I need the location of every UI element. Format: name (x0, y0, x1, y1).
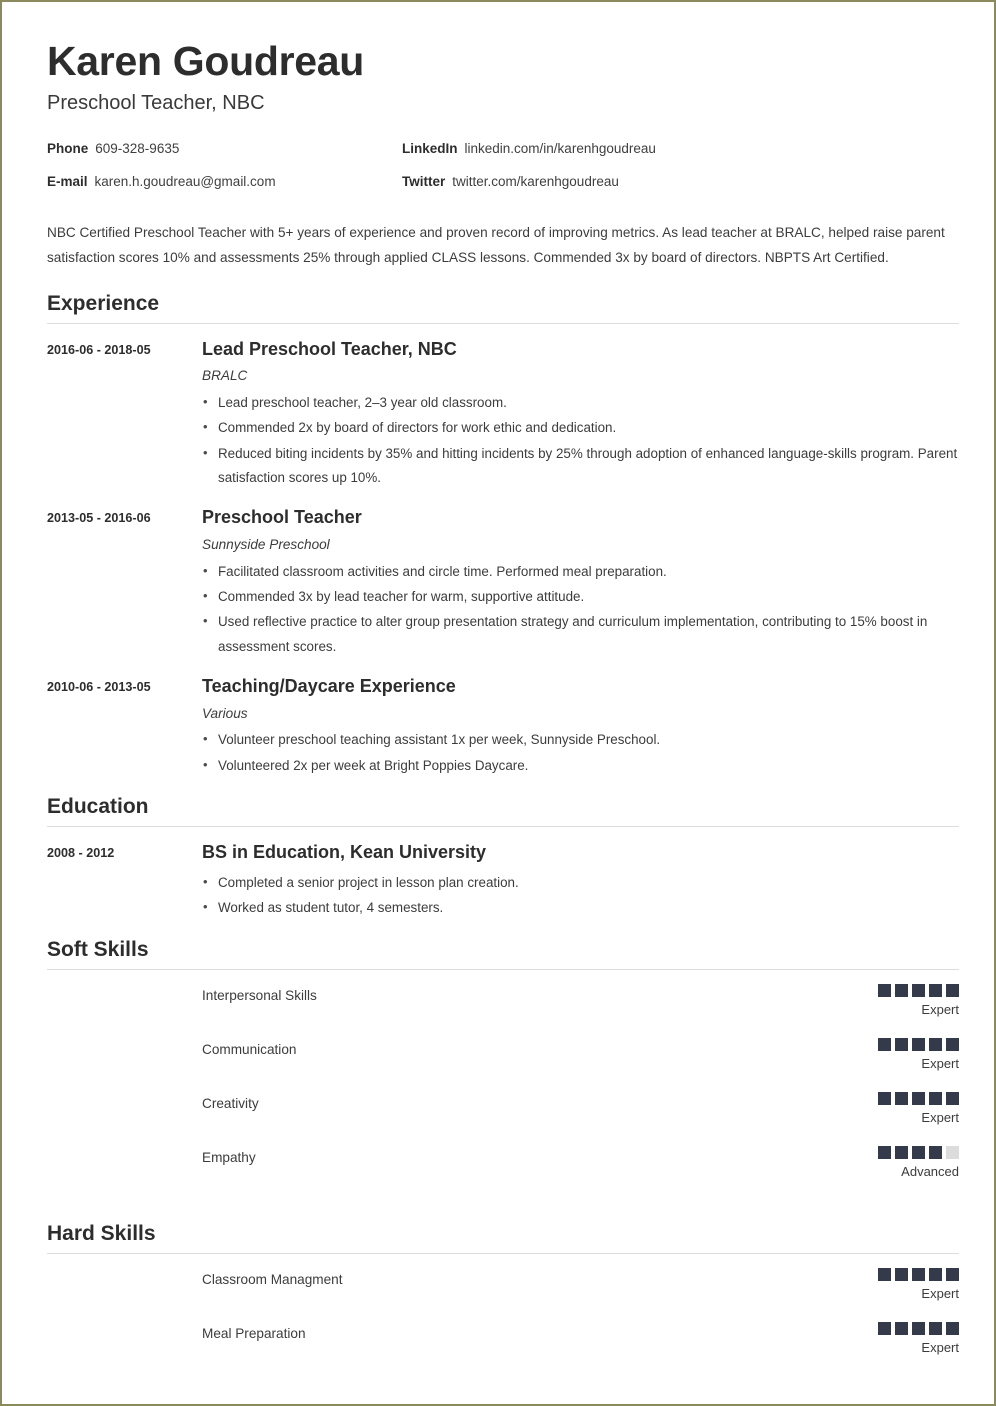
education-list (47, 841, 959, 921)
bullet-item: • Commended 3x by lead teacher for warm, supportive attitude. (202, 585, 959, 609)
skill-square-filled (929, 1322, 942, 1335)
experience-entry-dates: 2016-06 - 2018-05 (47, 342, 151, 357)
resume-page-inner (2, 2, 994, 1404)
experience-entry-bullets (202, 391, 959, 491)
contact-phone-value: 609-328-9635 (95, 140, 180, 156)
skill-square-filled (895, 1146, 908, 1159)
section-rule-experience (47, 323, 959, 324)
section-heading-hard-skills: Hard Skills (47, 1221, 156, 1245)
section-rule-hard-skills (47, 1253, 959, 1254)
experience-entry-title: Lead Preschool Teacher, NBC (202, 338, 457, 359)
skill-square-filled (946, 1092, 959, 1105)
contact-phone (47, 141, 402, 157)
candidate-job-title: Preschool Teacher, NBC (47, 91, 265, 114)
contact-twitter (402, 174, 959, 190)
education-entry-title: BS in Education, Kean University (202, 842, 487, 863)
skill-square-filled (895, 1038, 908, 1051)
education-entry-bullets (202, 871, 959, 921)
skill-square-filled (895, 984, 908, 997)
skill-square-filled (929, 984, 942, 997)
experience-entry-organization: Sunnyside Preschool (202, 536, 330, 552)
skill-level-squares (839, 1268, 959, 1281)
section-rule-education (47, 826, 959, 827)
skill-square-filled (946, 1268, 959, 1281)
skill-rating (839, 1322, 959, 1356)
skill-rating (839, 1146, 959, 1180)
section-heading-soft-skills: Soft Skills (47, 937, 149, 961)
skill-square-filled (895, 1268, 908, 1281)
skill-rating (839, 1092, 959, 1126)
contact-phone-label: Phone (47, 140, 89, 156)
hard-skills-list (47, 1268, 959, 1372)
skill-rating (839, 984, 959, 1018)
contact-linkedin-value[interactable]: linkedin.com/in/karenhgoudreau (464, 140, 656, 156)
section-heading-education: Education (47, 795, 149, 819)
skill-square-filled (878, 1268, 891, 1281)
contact-email-value[interactable]: karen.h.goudreau@gmail.com (94, 174, 276, 190)
bullet-item: • Reduced biting incidents by 35% and hitting incidents by 25% through adoption of enhanced language-skills program. Parent satisfaction scores up 10%. (202, 442, 959, 491)
skill-row (47, 1268, 959, 1318)
skill-square-filled (912, 1092, 925, 1105)
experience-entry-dates: 2013-05 - 2016-06 (47, 511, 151, 526)
education-entry-dates: 2008 - 2012 (47, 846, 115, 861)
experience-entry (47, 506, 959, 660)
skill-row (47, 1146, 959, 1196)
bullet-item: • Completed a senior project in lesson plan creation. (202, 871, 959, 895)
experience-entry-title: Preschool Teacher (202, 507, 362, 528)
skills-spacer (47, 1200, 959, 1207)
skill-square-filled (912, 1038, 925, 1051)
skill-row (47, 1038, 959, 1088)
skill-row (47, 1322, 959, 1372)
experience-entry-bullets (202, 560, 959, 660)
skill-level-squares (839, 1322, 959, 1335)
skill-level-label: Expert (921, 1055, 959, 1071)
skill-square-filled (912, 1268, 925, 1281)
skill-square-filled (895, 1092, 908, 1105)
skill-square-filled (878, 1322, 891, 1335)
skill-square-filled (929, 1268, 942, 1281)
resume-content (47, 39, 959, 1372)
experience-list (47, 338, 959, 779)
skill-square-filled (912, 1146, 925, 1159)
skill-rating (839, 1268, 959, 1302)
section-heading-experience: Experience (47, 291, 160, 315)
contact-linkedin (402, 141, 959, 157)
skill-square-filled (878, 1038, 891, 1051)
skill-square-filled (946, 1322, 959, 1335)
skill-square-filled (878, 1146, 891, 1159)
skill-square-filled (912, 1322, 925, 1335)
contact-details (47, 141, 959, 190)
bullet-item: • Commended 2x by board of directors for work ethic and dedication. (202, 416, 959, 440)
skill-square-filled (946, 1038, 959, 1051)
experience-entry-title: Teaching/Daycare Experience (202, 676, 456, 697)
experience-entry-organization: BRALC (202, 368, 248, 384)
skill-square-empty (946, 1146, 959, 1159)
bullet-item: • Used reflective practice to alter group presentation strategy and curriculum implementation, contributing to 15% boost in assessment scores. (202, 610, 959, 659)
skill-name: Communication (202, 1041, 297, 1057)
contact-linkedin-label: LinkedIn (402, 140, 458, 156)
experience-entry-body (202, 675, 959, 779)
professional-summary: NBC Certified Preschool Teacher with 5+ years of experience and proven record of improving metrics. As lead teacher at BRALC, helped raise parent satisfaction scores 10% and assessments 25% through applied CLASS lessons. Commended 3x by board of directors. NBPTS Art Certified. (47, 225, 945, 266)
skill-level-squares (839, 1146, 959, 1159)
education-entry (47, 841, 959, 921)
contact-email (47, 174, 402, 190)
skill-name: Meal Preparation (202, 1326, 306, 1342)
skill-level-label: Expert (921, 1001, 959, 1017)
skill-square-filled (929, 1146, 942, 1159)
experience-entry-body (202, 506, 959, 660)
skill-level-label: Expert (921, 1340, 959, 1356)
skill-square-filled (946, 984, 959, 997)
skill-name: Classroom Managment (202, 1272, 343, 1288)
skill-name: Empathy (202, 1149, 256, 1165)
skill-name: Creativity (202, 1095, 259, 1111)
skill-row (47, 1092, 959, 1142)
contact-twitter-label: Twitter (402, 174, 446, 190)
skill-square-filled (929, 1038, 942, 1051)
skill-square-filled (878, 1092, 891, 1105)
skill-name: Interpersonal Skills (202, 987, 317, 1003)
skill-rating (839, 1038, 959, 1072)
bullet-item: • Volunteered 2x per week at Bright Poppies Daycare. (202, 754, 959, 778)
bullet-item: • Volunteer preschool teaching assistant 1x per week, Sunnyside Preschool. (202, 728, 959, 752)
skill-level-squares (839, 1038, 959, 1051)
soft-skills-list (47, 984, 959, 1196)
experience-entry (47, 675, 959, 779)
skill-level-label: Advanced (901, 1163, 959, 1179)
bullet-item: • Worked as student tutor, 4 semesters. (202, 896, 959, 920)
bullet-item: • Facilitated classroom activities and circle time. Performed meal preparation. (202, 560, 959, 584)
skill-square-filled (929, 1092, 942, 1105)
section-rule-soft-skills (47, 969, 959, 970)
experience-entry-body (202, 338, 959, 492)
skill-square-filled (878, 984, 891, 997)
skill-level-label: Expert (921, 1286, 959, 1302)
skill-square-filled (895, 1322, 908, 1335)
skill-level-squares (839, 984, 959, 997)
experience-entry-dates: 2010-06 - 2013-05 (47, 680, 151, 695)
experience-entry-organization: Various (202, 705, 248, 721)
skill-square-filled (912, 984, 925, 997)
bullet-item: • Lead preschool teacher, 2–3 year old classroom. (202, 391, 959, 415)
experience-entry-bullets (202, 728, 959, 778)
skill-level-label: Expert (921, 1109, 959, 1125)
education-entry-body (202, 841, 959, 921)
contact-email-label: E-mail (47, 174, 88, 190)
experience-entry (47, 338, 959, 492)
contact-twitter-value[interactable]: twitter.com/karenhgoudreau (452, 174, 619, 190)
skill-level-squares (839, 1092, 959, 1105)
candidate-name: Karen Goudreau (47, 38, 365, 84)
skill-row (47, 984, 959, 1034)
